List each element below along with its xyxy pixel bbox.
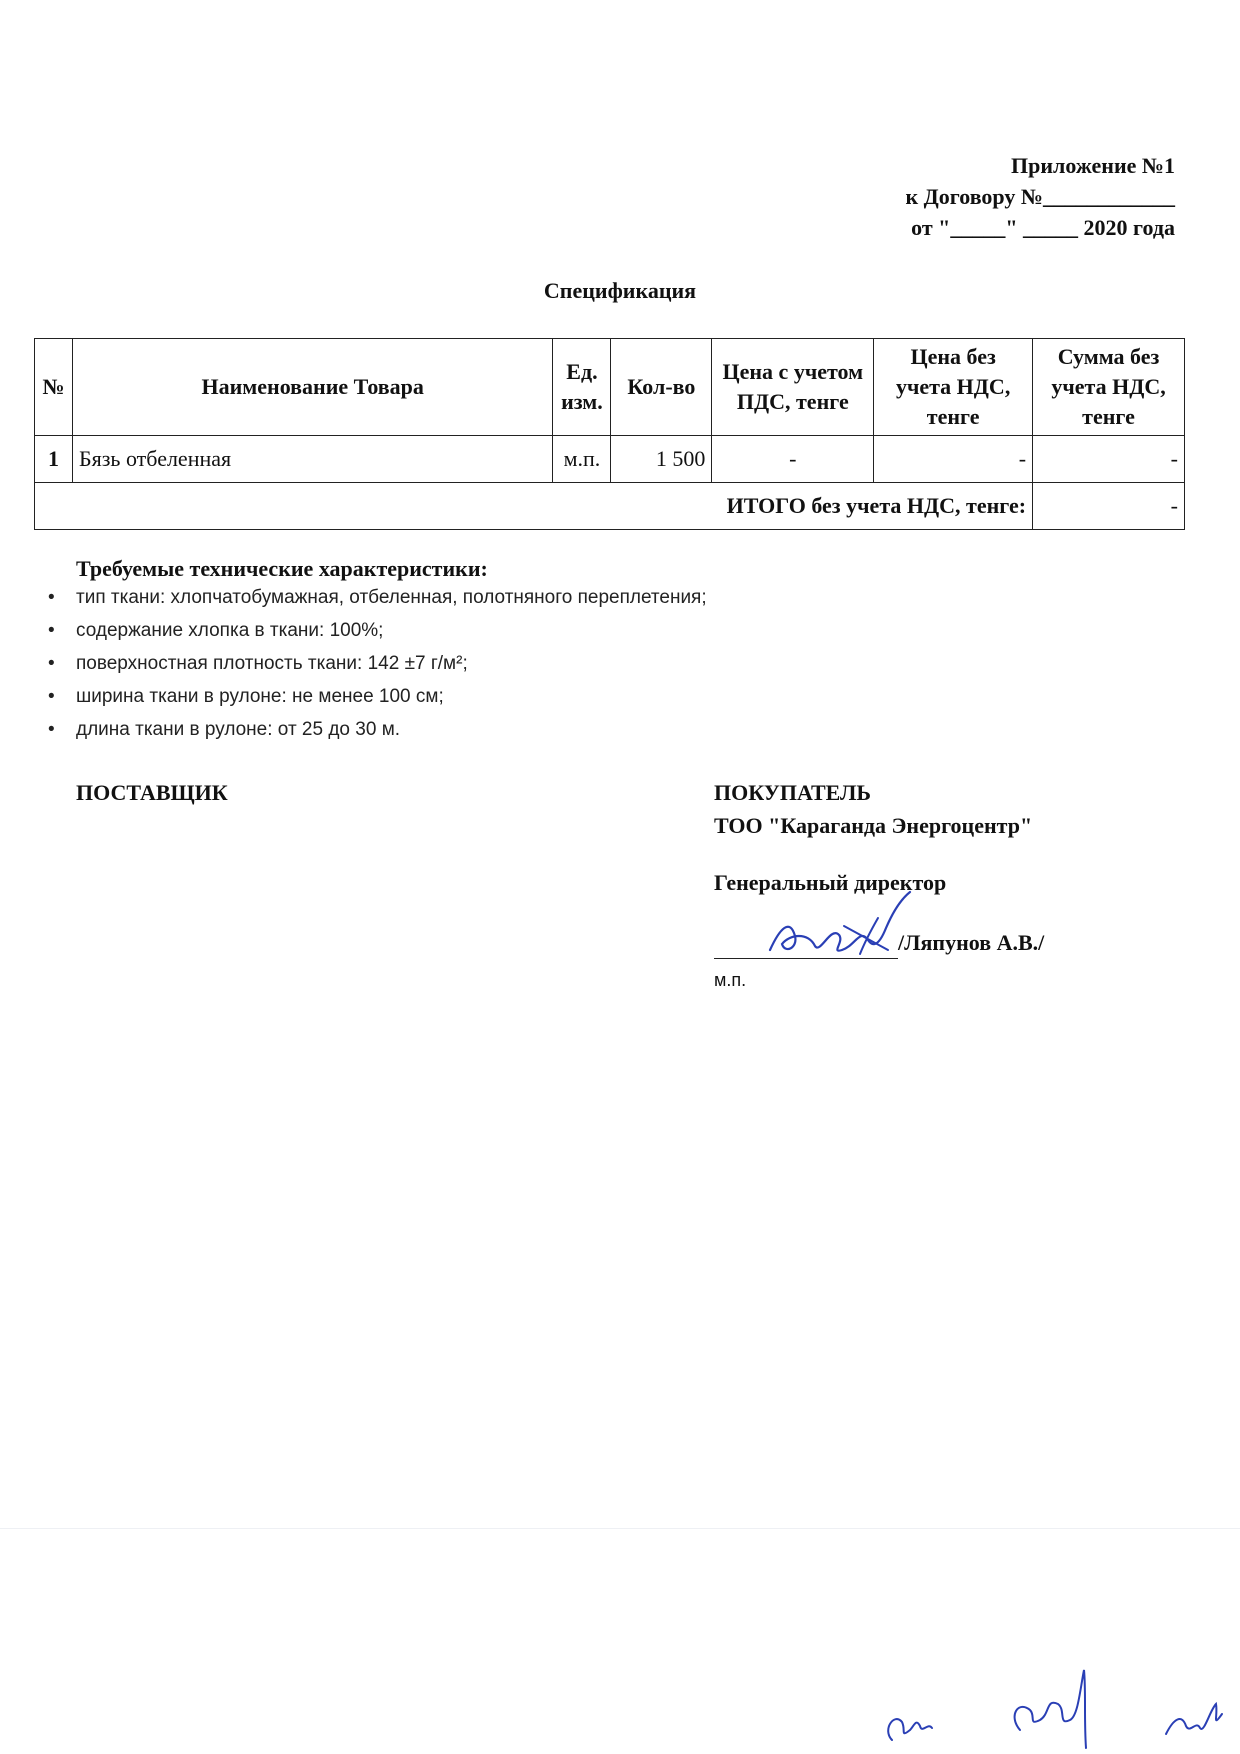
contract-number: к Договору №____________ xyxy=(905,184,1175,209)
row-num: 1 xyxy=(35,436,73,483)
stamp-place: м.п. xyxy=(714,970,747,990)
appendix-number: Приложение №1 xyxy=(1011,153,1175,178)
row-price-novat: - xyxy=(874,436,1033,483)
table-header-row xyxy=(35,339,1185,436)
header-price-vat: Цена с учетом ПДС, тенге xyxy=(712,339,874,436)
signature-icon xyxy=(760,888,920,968)
list-item: • длина ткани в рулоне: от 25 до 30 м. xyxy=(44,714,707,747)
row-price-vat: - xyxy=(712,436,874,483)
header-name: Наименование Товара xyxy=(72,339,552,436)
initials-icon xyxy=(1160,1684,1230,1744)
specification-table xyxy=(34,338,1185,530)
buyer-label: ПОКУПАТЕЛЬ xyxy=(714,780,871,805)
row-unit: м.п. xyxy=(553,436,611,483)
bullet-icon: • xyxy=(48,719,55,740)
supplier-label: ПОСТАВЩИК xyxy=(76,780,228,805)
table-row xyxy=(35,436,1185,483)
list-item: • содержание хлопка в ткани: 100%; xyxy=(44,615,707,648)
row-name: Бязь отбеленная xyxy=(72,436,552,483)
list-item: • тип ткани: хлопчатобумажная, отбеленная, полотняного переплетения; xyxy=(44,582,707,615)
bullet-icon: • xyxy=(48,653,55,674)
header-sum-novat: Сумма без учета НДС, тенге xyxy=(1033,339,1185,436)
bullet-icon: • xyxy=(48,620,55,641)
tech-title: Требуемые технические характеристики: xyxy=(76,556,488,581)
header-qty: Кол-во xyxy=(611,339,712,436)
appendix-block xyxy=(906,150,1176,243)
total-label: ИТОГО без учета НДС, тенге: xyxy=(35,483,1033,530)
list-item: • поверхностная плотность ткани: 142 ±7 г/м²; xyxy=(44,648,707,681)
initials-icon xyxy=(880,1700,940,1750)
header-price-novat: Цена без учета НДС, тенге xyxy=(874,339,1033,436)
buyer-company: ТОО "Караганда Энергоцентр" xyxy=(714,813,1033,838)
bullet-icon: • xyxy=(48,587,55,608)
bullet-icon: • xyxy=(48,686,55,707)
total-value: - xyxy=(1033,483,1185,530)
tech-list xyxy=(44,582,707,747)
header-num: № xyxy=(35,339,73,436)
director-position: Генеральный директор xyxy=(714,870,947,895)
list-item: • ширина ткани в рулоне: не менее 100 см; xyxy=(44,681,707,714)
contract-date: от "_____" _____ 2020 года xyxy=(911,215,1175,240)
buyer-block xyxy=(714,776,1032,842)
signer-name: /Ляпунов А.В./ xyxy=(898,930,1045,955)
row-sum-novat: - xyxy=(1033,436,1185,483)
initials-icon xyxy=(1000,1660,1110,1750)
header-unit: Ед. изм. xyxy=(553,339,611,436)
total-row xyxy=(35,483,1185,530)
page-title: Спецификация xyxy=(543,278,697,303)
scan-edge-line xyxy=(0,1528,1240,1529)
row-qty: 1 500 xyxy=(611,436,712,483)
